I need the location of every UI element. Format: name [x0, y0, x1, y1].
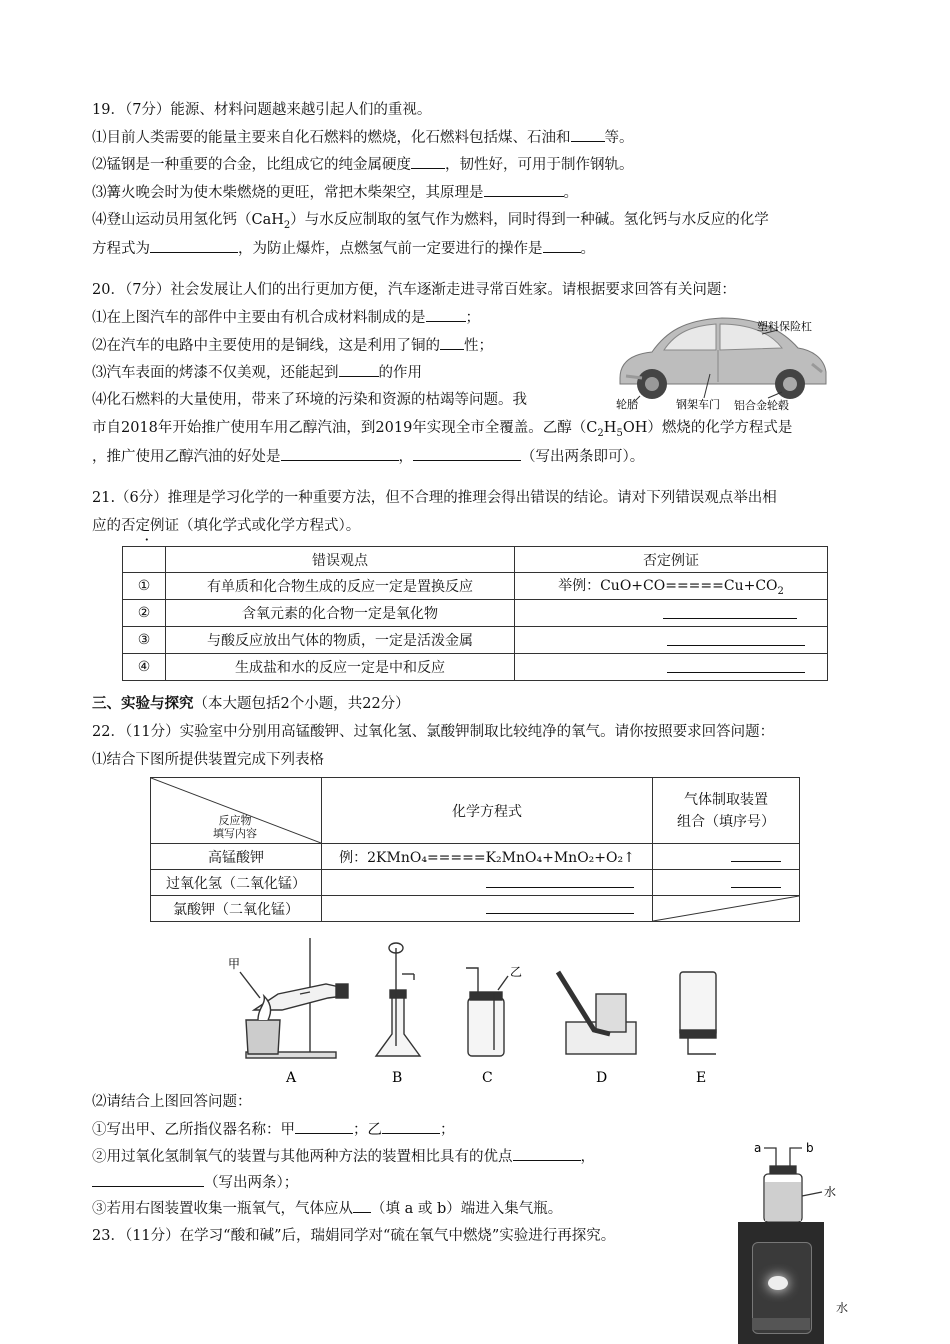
emphasis-text: 否定例证 — [121, 518, 179, 534]
answer-blank[interactable] — [667, 658, 805, 673]
answer-blank[interactable] — [382, 1119, 440, 1134]
q22-s4: ③若用右图装置收集一瓶氧气，气体应从 （填 a 或 b）端进入集气瓶。 — [92, 1198, 562, 1219]
label-b: b — [806, 1141, 814, 1155]
label-water: 水 — [824, 1185, 837, 1199]
q22-p2: ⑵请结合上图回答问题： — [92, 1094, 252, 1110]
label-bumper: 塑料保险杠 — [757, 320, 812, 333]
car-figure — [612, 312, 840, 412]
apparatus-a — [240, 938, 348, 1058]
q20-p1: ⑴在上图汽车的部件中主要由有机合成材料制成的是 ； — [92, 307, 480, 328]
section-title: 三、实验与探究（本大题包括2个小题，共22分） — [92, 695, 410, 712]
q22-head: 22．（11分）实验室中分别用高锰酸钾、过氧化氢、氯酸钾制取比较纯净的氧气。请你按照要求回答问题： — [92, 724, 775, 740]
answer-blank[interactable] — [281, 446, 399, 461]
q23-head: 23．（11分）在学习“酸和碱”后，瑞娟同学对“硫在氧气中燃烧”实验进行再探究。 — [92, 1228, 616, 1244]
diagonal-cell — [653, 896, 800, 922]
table-row: 过氧化氢（二氧化锰） — [151, 870, 800, 896]
label-door: 钢架车门 — [676, 398, 720, 411]
answer-blank[interactable] — [92, 1172, 204, 1187]
answer-blank[interactable] — [731, 847, 781, 862]
label-wheel: 铝合金轮毂 — [734, 399, 789, 412]
apparatus-b — [376, 943, 420, 1056]
table-row: ④ 生成盐和水的反应一定是中和反应 — [123, 654, 828, 681]
answer-blank[interactable] — [339, 362, 379, 377]
col-header: 否定例证 — [515, 547, 828, 573]
q19-p4: ⑷登山运动员用氢化钙（CaH$_2$）与水反应制取的氢气作为燃料，同时得到一种碱。氢化钙与水反应的化学 — [92, 212, 769, 231]
q20-p2: ⑵在汽车的电路中主要使用的是铜线，这是利用了铜的 性； — [92, 335, 493, 356]
answer-blank[interactable] — [295, 1119, 353, 1134]
corner-cell: 反应物 填写内容 — [151, 778, 322, 844]
q19-p1: ⑴目前人类需要的能量主要来自化石燃料的燃烧，化石燃料包括煤、石油和 等。 — [92, 127, 634, 148]
q22-table — [150, 777, 800, 922]
answer-blank[interactable] — [543, 238, 581, 253]
label-yi: 乙 — [510, 965, 523, 979]
label-a: A — [286, 1070, 297, 1086]
answer-blank[interactable] — [571, 127, 605, 142]
collection-bottle-figure — [750, 1138, 846, 1226]
answer-blank[interactable] — [731, 873, 781, 888]
q20-p6: ，推广使用乙醇汽油的好处是 ， （写出两条即可）。 — [92, 446, 644, 467]
q19-head: 19．（7分）能源、材料问题越来越引起人们的重视。 — [92, 102, 432, 118]
answer-blank[interactable] — [486, 873, 634, 888]
answer-blank[interactable] — [486, 899, 634, 914]
answer-blank[interactable] — [150, 238, 238, 253]
q22-s3: （写出两条）； — [92, 1172, 298, 1193]
q21-table — [122, 546, 828, 681]
answer-blank[interactable] — [484, 182, 564, 197]
table-row: ① 有单质和化合物生成的反应一定是置换反应 举例：$CuO+CO=====Cu+CO_2$ — [123, 573, 828, 600]
q19-p5: 方程式为 ，为防止爆炸，点燃氢气前一定要进行的操作是 。 — [92, 238, 595, 259]
answer-blank[interactable] — [513, 1146, 581, 1161]
table-row: 高锰酸钾 例：2KMnO₄=====K₂MnO₄+MnO₂+O₂↑ — [151, 844, 800, 870]
table-row: 氯酸钾（二氧化锰） — [151, 896, 800, 922]
answer-blank[interactable] — [663, 604, 797, 619]
label-jia: 甲 — [228, 957, 241, 971]
label-tire: 轮胎 — [616, 398, 638, 411]
apparatus-figure — [218, 934, 738, 1088]
apparatus-e — [680, 972, 716, 1054]
label-d: D — [596, 1070, 608, 1086]
label-b: B — [392, 1070, 403, 1086]
table-row: ③ 与酸反应放出气体的物质，一定是活泼金属 — [123, 627, 828, 654]
q20-p5: 市自2018年开始推广使用车用乙醇汽油，到2019年实现全市全覆盖。乙醇$(C_2H_5OH)$燃烧的化学方程式是 — [92, 420, 793, 439]
q21-head: 21.（6分）推理是学习化学的一种重要方法，但不合理的推理会得出错误的结论。请对下列错误观点举出相 — [92, 490, 777, 506]
q22-s1: ①写出甲、乙所指仪器名称：甲 ；乙 ； — [92, 1119, 455, 1140]
q20-p4: ⑷化石燃料的大量使用，带来了环境的污染和资源的枯竭等问题。我 — [92, 392, 527, 408]
col-header: 气体制取装置 组合（填序号） — [653, 778, 800, 844]
q20-p3: ⑶汽车表面的烤漆不仅美观，还能起到 的作用 — [92, 362, 422, 383]
apparatus-c — [466, 968, 508, 1056]
q22-p1: ⑴结合下图所提供装置完成下列表格 — [92, 752, 324, 768]
label-e: E — [696, 1070, 707, 1086]
col-header: 错误观点 — [166, 547, 515, 573]
label-a: a — [754, 1141, 762, 1155]
answer-blank[interactable] — [353, 1198, 371, 1213]
answer-blank[interactable] — [413, 446, 521, 461]
table-row: ② 含氧元素的化合物一定是氧化物 — [123, 600, 828, 627]
answer-blank[interactable] — [667, 631, 805, 646]
q20-head: 20．（7分）社会发展让人们的出行更加方便，汽车逐渐走进寻常百姓家。请根据要求回答有关问题： — [92, 282, 736, 298]
q21-line2: 应的否定例证（填化学式或化学方程式）。 — [92, 518, 361, 534]
answer-blank[interactable] — [440, 335, 464, 350]
q22-s2: ②用过氧化氢制氧气的装置与其他两种方法的装置相比具有的优点 ， — [92, 1146, 595, 1167]
photo-water-label: 水 — [836, 1301, 849, 1315]
answer-blank[interactable] — [426, 307, 466, 322]
q19-p3: ⑶篝火晚会时为使木柴燃烧的更旺，常把木柴架空，其原理是 。 — [92, 182, 578, 203]
q19-p2: ⑵锰钢是一种重要的合金，比组成它的纯金属硬度 ，韧性好，可用于制作钢轨。 — [92, 154, 634, 175]
apparatus-d — [558, 972, 636, 1054]
answer-blank[interactable] — [411, 154, 445, 169]
col-header: 化学方程式 — [322, 778, 653, 844]
experiment-photo — [738, 1222, 824, 1344]
label-c: C — [482, 1070, 493, 1086]
